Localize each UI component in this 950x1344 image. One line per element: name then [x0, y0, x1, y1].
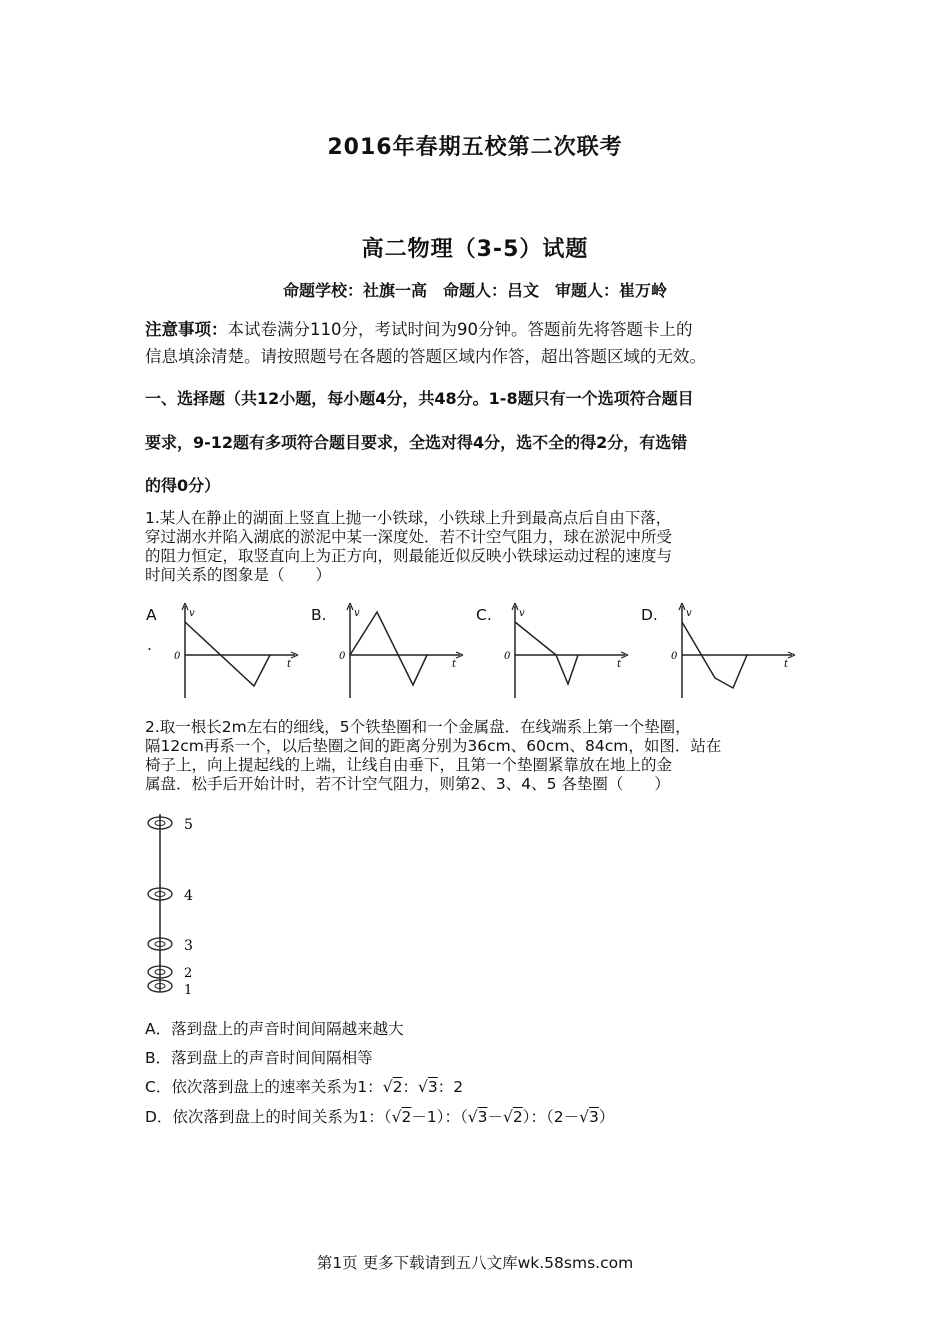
q1-line-4: 时间关系的图象是（ ） [145, 566, 332, 584]
q2-line-2: 隔12cm再系一个，以后垫圈之间的距离分别为36cm、60cm、84cm，如图．站在 [145, 737, 722, 755]
washer-label-4: 4 [184, 888, 193, 904]
washer-label-5: 5 [184, 817, 193, 833]
q2-option-d: D．依次落到盘上的时间关系为1：（√2－1）：（√3－√2）：（2－√3） [145, 1108, 615, 1126]
q2-option-a: A．落到盘上的声音时间间隔越来越大 [145, 1020, 404, 1038]
origin-label: 0 [339, 651, 346, 662]
q1-graph-d [667, 600, 797, 698]
t-label: t [784, 659, 789, 670]
q1-option-a-dot: . [147, 636, 152, 654]
subject-title: 高二物理（3-5）试题 [361, 237, 589, 262]
v-label: v [686, 608, 692, 619]
velocity-curve [185, 622, 270, 686]
q2-option-c: C．依次落到盘上的速率关系为1：√2：√3：2 [145, 1078, 464, 1096]
notice-text-1: 本试卷满分110分，考试时间为90分钟。答题前先将答题卡上的 [227, 320, 693, 339]
q2-line-1: 2.取一根长2m左右的细线，5个铁垫圈和一个金属盘．在线端系上第一个垫圈， [145, 718, 691, 736]
q1-option-d-label: D. [641, 606, 658, 624]
section-header-line-1: 一、选择题（共12小题，每小题4分，共48分。1-8题只有一个选项符合题目 [145, 389, 694, 408]
q1-option-b-label: B. [311, 606, 327, 624]
exam-title: 2016年春期五校第二次联考 [327, 135, 623, 160]
q1-line-3: 的阻力恒定，取竖直向上为正方向，则最能近似反映小铁球运动过程的速度与 [145, 547, 673, 565]
q2-line-3: 椅子上，向上提起线的上端，让线自由垂下，且第一个垫圈紧靠放在地上的金 [145, 756, 673, 774]
q1-graph-b [335, 600, 465, 698]
q1-graph-a [170, 600, 300, 698]
notice-line-2: 信息填涂清楚。请按照题号在各题的答题区域内作答，超出答题区域的无效。 [145, 347, 706, 366]
q1-option-c-label: C. [476, 606, 492, 624]
q1-line-2: 穿过湖水并陷入湖底的淤泥中某一深度处．若不计空气阻力，球在淤泥中所受 [145, 528, 673, 546]
origin-label: 0 [671, 651, 678, 662]
v-label: v [354, 608, 360, 619]
sqrt2: 2 [392, 1078, 403, 1096]
washer-diagram [140, 808, 210, 1000]
section-header-line-2: 要求，9-12题有多项符合题目要求，全选对得4分，选不全的得2分，有选错 [145, 433, 688, 452]
section-header-line-3: 的得0分） [145, 476, 221, 495]
velocity-curve [515, 622, 578, 684]
q2-line-4: 属盘．松手后开始计时，若不计空气阻力，则第2、3、4、5 各垫圈（ ） [145, 775, 670, 793]
q1-option-a-label: A [146, 606, 157, 624]
t-label: t [452, 659, 457, 670]
notice-line-1 [145, 316, 805, 343]
q2-option-b: B．落到盘上的声音时间间隔相等 [145, 1049, 373, 1067]
washer-label-2: 2 [184, 966, 193, 981]
t-label: t [287, 659, 292, 670]
v-label: v [189, 608, 195, 619]
sqrt3: 3 [427, 1078, 438, 1096]
q1-graph-c [500, 600, 630, 698]
velocity-curve [350, 612, 427, 685]
origin-label: 0 [504, 651, 511, 662]
v-label: v [519, 608, 525, 619]
t-label: t [617, 659, 622, 670]
washer-label-3: 3 [184, 938, 193, 954]
notice-label: 注意事项： [145, 320, 228, 339]
q1-line-1: 1.某人在静止的湖面上竖直上抛一小铁球，小铁球上升到最高点后自由下落， [145, 509, 672, 527]
page-footer: 第1页 更多下载请到五八文库wk.58sms.com [316, 1254, 634, 1272]
credits-line: 命题学校：社旗一高 命题人：吕文 审题人：崔万岭 [282, 281, 667, 300]
washer-label-1: 1 [184, 983, 193, 998]
origin-label: 0 [174, 651, 181, 662]
